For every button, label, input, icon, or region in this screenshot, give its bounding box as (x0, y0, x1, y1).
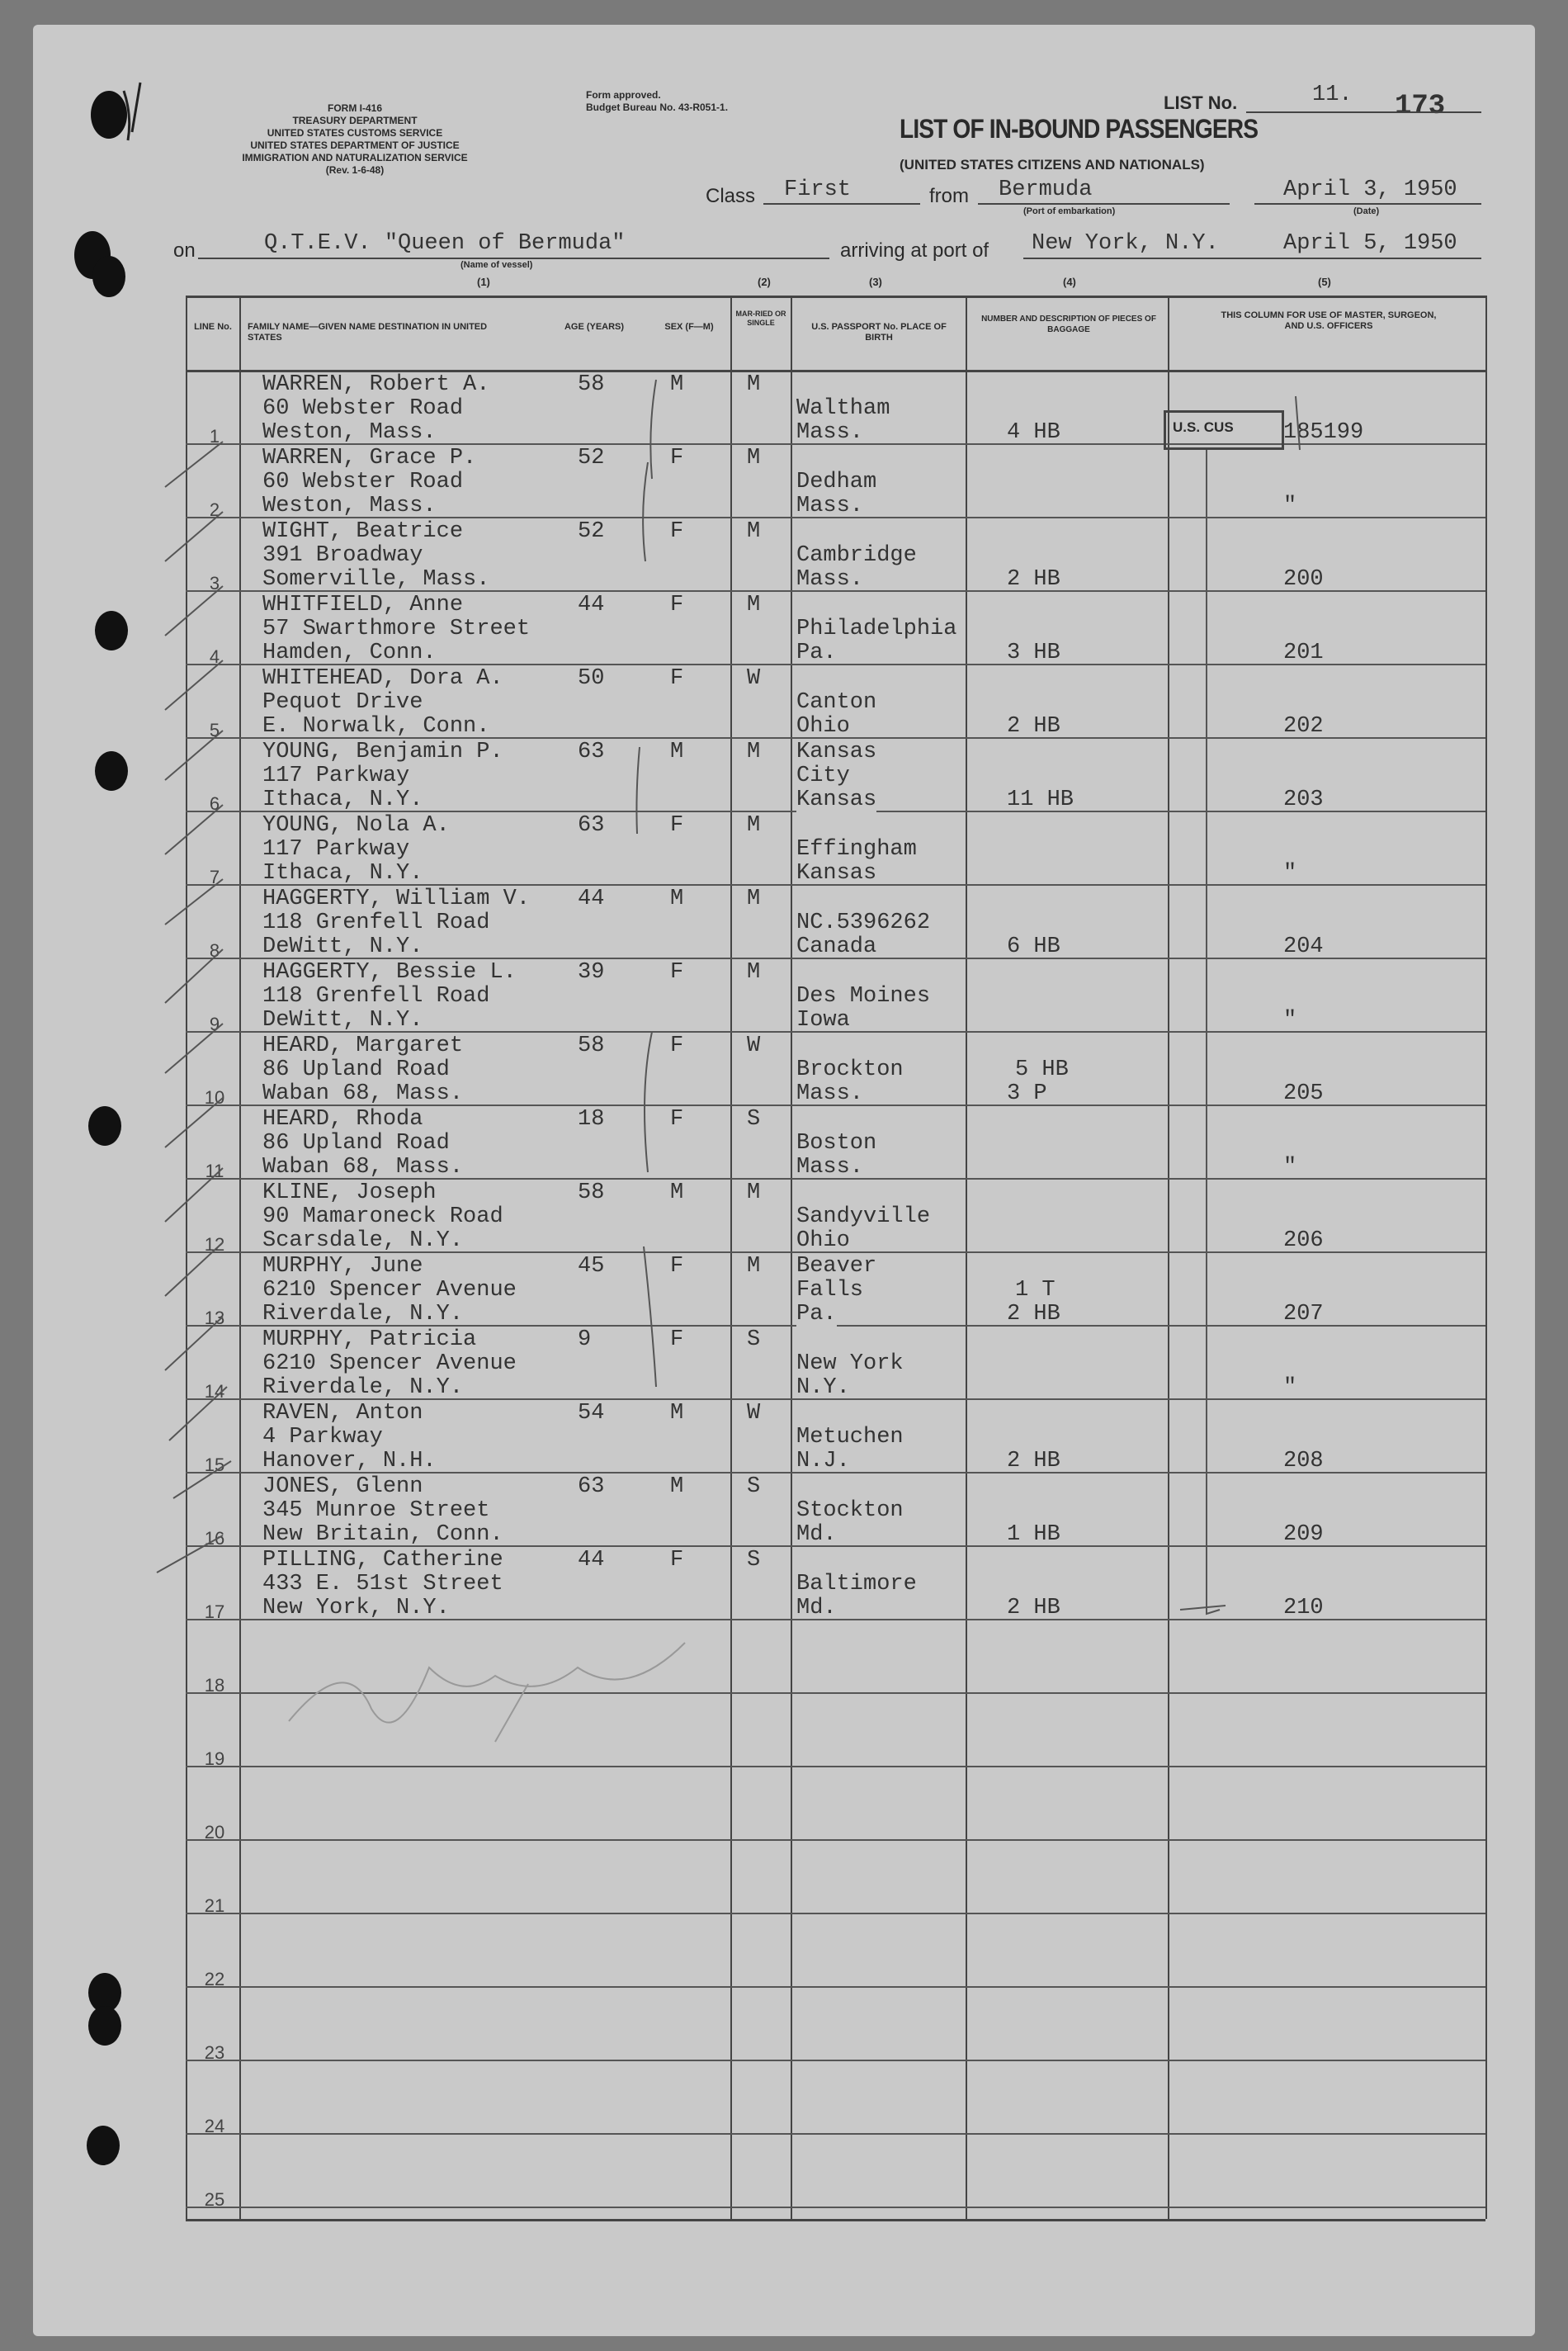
line-number: 2 (209, 499, 220, 520)
baggage-2: 1 HB (1007, 1522, 1060, 1547)
passenger-address: 57 Swarthmore Street (262, 617, 531, 641)
vessel-name: Q.T.E.V. "Queen of Bermuda" (264, 231, 626, 256)
form-number: FORM I-416 (327, 102, 382, 114)
header-sex: SEX (F—M) (664, 322, 714, 332)
passenger-name: HEARD, Margaret (262, 1034, 464, 1058)
place-of-birth-2: Mass. (796, 494, 864, 518)
passenger-address: Pequot Drive (262, 690, 423, 715)
officer-number: 200 (1283, 567, 1324, 592)
officer-number: 201 (1283, 641, 1324, 665)
line-number: 21 (204, 1895, 225, 1916)
passenger-sex: F (670, 1034, 684, 1058)
marital-status: W (747, 1034, 761, 1058)
passenger-age: 44 (578, 593, 605, 617)
place-of-birth-0: Kansas (796, 740, 877, 764)
marital-status: M (747, 813, 761, 838)
passenger-sex: F (670, 813, 684, 838)
passenger-address: 118 Grenfell Road (262, 984, 490, 1009)
line-number: 22 (204, 1969, 225, 1989)
passenger-age: 50 (578, 666, 605, 691)
passenger-address: 6210 Spencer Avenue (262, 1351, 517, 1376)
place-of-birth: Effingham (796, 837, 917, 862)
passenger-name: WARREN, Grace P. (262, 446, 477, 471)
passenger-name: MURPHY, Patricia (262, 1327, 477, 1352)
place-of-birth-2: Kansas (796, 861, 877, 886)
passenger-city: Riverdale, N.Y. (262, 1375, 464, 1400)
passenger-name: RAVEN, Anton (262, 1401, 423, 1426)
place-of-birth: Brockton (796, 1057, 904, 1082)
approval-line-2: Budget Bureau No. 43-R051-1. (586, 102, 729, 113)
passenger-city: DeWitt, N.Y. (262, 1008, 423, 1033)
line-number: 8 (209, 940, 220, 961)
marital-status: M (747, 960, 761, 985)
place-of-birth-2: Mass. (796, 1155, 864, 1180)
line-number: 13 (204, 1308, 225, 1328)
line-number: 9 (209, 1014, 220, 1034)
place-of-birth-2: Iowa (796, 1008, 850, 1033)
place-of-birth-2: Mass. (796, 1081, 864, 1106)
officer-number: 210 (1283, 1596, 1324, 1620)
list-stamp-number: 173 (1395, 91, 1446, 122)
passenger-age: 9 (578, 1327, 592, 1352)
passenger-sex: M (670, 1474, 684, 1499)
baggage-2: 2 HB (1007, 1596, 1060, 1620)
arriving-label: arriving at port of (840, 239, 989, 262)
from-label: from (929, 185, 969, 207)
passenger-address: 60 Webster Road (262, 396, 464, 421)
passenger-sex: M (670, 1401, 684, 1426)
passenger-address: 117 Parkway (262, 837, 410, 862)
line-number: 18 (204, 1675, 225, 1696)
line-number: 12 (204, 1234, 225, 1255)
place-of-birth-2: Md. (796, 1596, 837, 1620)
departure-date: April 3, 1950 (1283, 177, 1457, 202)
place-of-birth: NC.5396262 (796, 911, 931, 935)
officer-number: 203 (1283, 788, 1324, 812)
officer-number: 202 (1283, 714, 1324, 739)
place-of-birth: Boston (796, 1131, 877, 1156)
marital-status: M (747, 1254, 761, 1279)
department-2: UNITED STATES CUSTOMS SERVICE (267, 127, 443, 139)
passenger-city: Riverdale, N.Y. (262, 1302, 464, 1327)
passenger-name: KLINE, Joseph (262, 1180, 437, 1205)
passenger-age: 58 (578, 1180, 605, 1205)
passenger-age: 63 (578, 813, 605, 838)
passenger-age: 44 (578, 887, 605, 911)
marital-status: W (747, 1401, 761, 1426)
place-of-birth-2: Canada (796, 934, 877, 959)
line-number: 20 (204, 1822, 225, 1842)
class-value: First (784, 177, 852, 202)
marital-status: S (747, 1548, 761, 1573)
place-of-birth: Philadelphia (796, 617, 957, 641)
place-of-birth: Baltimore (796, 1572, 917, 1597)
place-of-birth: Des Moines (796, 984, 931, 1009)
header-age: AGE (YEARS) (564, 322, 625, 332)
marital-status: M (747, 519, 761, 544)
line-number: 7 (209, 867, 220, 887)
place-of-birth-2: Ohio (796, 714, 850, 739)
date-note: (Date) (1353, 206, 1380, 216)
page-title: LIST OF IN-BOUND PASSENGERS (900, 114, 1259, 144)
col-num-4: (4) (1063, 276, 1076, 288)
passenger-sex: M (670, 1180, 684, 1205)
baggage-2: 2 HB (1007, 714, 1060, 739)
line-number: 19 (204, 1748, 225, 1769)
passenger-city: Weston, Mass. (262, 420, 437, 445)
passenger-city: Ithaca, N.Y. (262, 861, 423, 886)
line-number: 11 (205, 1161, 224, 1181)
passenger-sex: M (670, 740, 684, 764)
line-number: 14 (204, 1381, 225, 1402)
officer-number: " (1283, 861, 1297, 886)
passenger-address: 86 Upland Road (262, 1131, 450, 1156)
passenger-city: Hanover, N.H. (262, 1449, 437, 1474)
passenger-address: 86 Upland Road (262, 1057, 450, 1082)
revision: (Rev. 1-6-48) (325, 164, 385, 176)
place-of-birth-2: Mass. (796, 420, 864, 445)
col-num-2: (2) (758, 276, 771, 288)
line-number: 17 (204, 1601, 225, 1622)
passenger-age: 39 (578, 960, 605, 985)
baggage-2: 4 HB (1007, 420, 1060, 445)
marital-status: S (747, 1107, 761, 1132)
baggage-2: 2 HB (1007, 1302, 1060, 1327)
passenger-address: 391 Broadway (262, 543, 423, 568)
place-of-birth-2: Md. (796, 1522, 837, 1547)
passenger-address: 6210 Spencer Avenue (262, 1278, 517, 1303)
approval-line-1: Form approved. (586, 89, 661, 101)
line-number: 16 (204, 1528, 225, 1549)
marital-status: S (747, 1327, 761, 1352)
passenger-city: Weston, Mass. (262, 494, 437, 518)
header-line-no: LINE No. (194, 322, 232, 332)
passenger-sex: M (670, 372, 684, 397)
passenger-address: 117 Parkway (262, 764, 410, 788)
passenger-name: WHITEHEAD, Dora A. (262, 666, 503, 691)
list-label: LIST No. (1164, 92, 1238, 113)
baggage-1: 1 T (1015, 1278, 1056, 1303)
officer-number: " (1283, 1155, 1297, 1180)
line-number: 23 (204, 2042, 225, 2063)
passenger-name: YOUNG, Nola A. (262, 813, 450, 838)
passenger-name: HAGGERTY, Bessie L. (262, 960, 517, 985)
line-number: 24 (204, 2116, 225, 2136)
line-number: 15 (204, 1455, 225, 1475)
passenger-sex: F (670, 666, 684, 691)
line-number: 10 (204, 1087, 225, 1108)
officer-number: " (1283, 494, 1297, 518)
marital-status: M (747, 593, 761, 617)
officer-number: 204 (1283, 934, 1324, 959)
passenger-sex: F (670, 1548, 684, 1573)
passenger-age: 58 (578, 372, 605, 397)
line-number: 5 (209, 720, 220, 740)
passenger-address: 90 Mamaroneck Road (262, 1204, 503, 1229)
line-number: 1 (209, 426, 220, 447)
passenger-name: MURPHY, June (262, 1254, 423, 1279)
officer-number: " (1283, 1008, 1297, 1033)
baggage-2: 6 HB (1007, 934, 1060, 959)
place-of-birth: Canton (796, 690, 877, 715)
place-of-birth-2: Mass. (796, 567, 864, 592)
marital-status: M (747, 887, 761, 911)
place-of-birth-2: Ohio (796, 1228, 850, 1253)
place-of-birth-3: Kansas (796, 788, 877, 812)
place-of-birth-3: Pa. (796, 1302, 837, 1327)
passenger-age: 63 (578, 740, 605, 764)
passenger-sex: M (670, 887, 684, 911)
col-num-5: (5) (1318, 276, 1331, 288)
passenger-sex: F (670, 960, 684, 985)
arrival-port: New York, N.Y. (1032, 231, 1219, 256)
officer-number: 207 (1283, 1302, 1324, 1327)
department-4: IMMIGRATION AND NATURALIZATION SERVICE (242, 152, 468, 163)
passenger-name: WIGHT, Beatrice (262, 519, 464, 544)
port-embark-note: (Port of embarkation) (1023, 206, 1116, 216)
passenger-city: New Britain, Conn. (262, 1522, 503, 1547)
passenger-name: JONES, Glenn (262, 1474, 423, 1499)
baggage-2: 2 HB (1007, 1449, 1060, 1474)
passenger-age: 58 (578, 1034, 605, 1058)
marital-status: M (747, 1180, 761, 1205)
place-of-birth-2: Falls (796, 1278, 864, 1303)
officer-number: 185199 (1283, 420, 1364, 445)
place-of-birth-2: N.Y. (796, 1375, 850, 1400)
passenger-name: HEARD, Rhoda (262, 1107, 423, 1132)
baggage-2: 11 HB (1007, 788, 1074, 812)
passenger-address: 4 Parkway (262, 1425, 383, 1450)
passenger-age: 63 (578, 1474, 605, 1499)
passenger-sex: F (670, 1254, 684, 1279)
list-number: 11. (1312, 83, 1353, 107)
place-of-birth-2: City (796, 764, 850, 788)
officer-number: 209 (1283, 1522, 1324, 1547)
place-of-birth: Sandyville (796, 1204, 931, 1229)
baggage-2: 2 HB (1007, 567, 1060, 592)
passenger-city: DeWitt, N.Y. (262, 934, 423, 959)
passenger-sex: F (670, 446, 684, 471)
passenger-address: 345 Munroe Street (262, 1498, 490, 1523)
passenger-sex: F (670, 1327, 684, 1352)
passenger-age: 45 (578, 1254, 605, 1279)
marital-status: S (747, 1474, 761, 1499)
marital-status: M (747, 372, 761, 397)
passenger-name: YOUNG, Benjamin P. (262, 740, 503, 764)
header-passport: U.S. PASSPORT No. PLACE OF BIRTH (811, 322, 947, 343)
passenger-age: 44 (578, 1548, 605, 1573)
page-subtitle: (UNITED STATES CITIZENS AND NATIONALS) (900, 157, 1205, 173)
header-name: FAMILY NAME—GIVEN NAME DESTINATION IN UNITED STATES (248, 322, 488, 343)
passenger-sex: F (670, 519, 684, 544)
passenger-age: 18 (578, 1107, 605, 1132)
col-num-3: (3) (869, 276, 882, 288)
vessel-note: (Name of vessel) (460, 260, 533, 270)
passenger-city: E. Norwalk, Conn. (262, 714, 490, 739)
line-number: 3 (209, 573, 220, 594)
place-of-birth-2: N.J. (796, 1449, 850, 1474)
place-of-birth: Stockton (796, 1498, 904, 1523)
header-officers: THIS COLUMN FOR USE OF MASTER, SURGEON, AND U.S. OFFICERS (1221, 310, 1437, 331)
passenger-city: New York, N.Y. (262, 1596, 450, 1620)
passenger-name: WHITFIELD, Anne (262, 593, 464, 617)
department-1: TREASURY DEPARTMENT (292, 115, 418, 126)
place-of-birth: Metuchen (796, 1425, 904, 1450)
line-number: 4 (209, 646, 220, 667)
place-of-birth: Waltham (796, 396, 890, 421)
from-value: Bermuda (999, 177, 1093, 202)
passenger-city: Ithaca, N.Y. (262, 788, 423, 812)
place-of-birth: Dedham (796, 470, 877, 494)
passenger-city: Waban 68, Mass. (262, 1081, 464, 1106)
baggage-2: 3 HB (1007, 641, 1060, 665)
line-number: 25 (204, 2189, 225, 2210)
place-of-birth-2: Pa. (796, 641, 837, 665)
passenger-address: 118 Grenfell Road (262, 911, 490, 935)
place-of-birth-0: Beaver (796, 1254, 877, 1279)
class-label: Class (706, 185, 756, 207)
officer-number: 206 (1283, 1228, 1324, 1253)
header-baggage: NUMBER AND DESCRIPTION OF PIECES OF BAGGAGE (981, 315, 1156, 334)
passenger-age: 52 (578, 519, 605, 544)
officer-number: 208 (1283, 1449, 1324, 1474)
arrival-date: April 5, 1950 (1283, 231, 1457, 256)
baggage-2: 3 P (1007, 1081, 1047, 1106)
officer-number: " (1283, 1375, 1297, 1400)
place-of-birth: Cambridge (796, 543, 917, 568)
department-3: UNITED STATES DEPARTMENT OF JUSTICE (250, 140, 460, 151)
passenger-sex: F (670, 593, 684, 617)
passenger-name: WARREN, Robert A. (262, 372, 490, 397)
passenger-age: 52 (578, 446, 605, 471)
marital-status: M (747, 446, 761, 471)
officer-number: 205 (1283, 1081, 1324, 1106)
customs-stamp-text: U.S. CUS (1173, 419, 1234, 435)
marital-status: W (747, 666, 761, 691)
marital-status: M (747, 740, 761, 764)
passenger-city: Waban 68, Mass. (262, 1155, 464, 1180)
passenger-age: 54 (578, 1401, 605, 1426)
passenger-name: HAGGERTY, William V. (262, 887, 531, 911)
on-label: on (173, 239, 196, 262)
passenger-sex: F (670, 1107, 684, 1132)
line-number: 6 (209, 793, 220, 814)
passenger-city: Somerville, Mass. (262, 567, 490, 592)
passenger-city: Hamden, Conn. (262, 641, 437, 665)
baggage-1: 5 HB (1015, 1057, 1069, 1082)
col-num-1: (1) (477, 276, 490, 288)
place-of-birth: New York (796, 1351, 904, 1376)
passenger-address: 60 Webster Road (262, 470, 464, 494)
passenger-city: Scarsdale, N.Y. (262, 1228, 464, 1253)
passenger-name: PILLING, Catherine (262, 1548, 503, 1573)
header-married: MAR-RIED OR SINGLE (735, 310, 786, 327)
passenger-address: 433 E. 51st Street (262, 1572, 503, 1597)
